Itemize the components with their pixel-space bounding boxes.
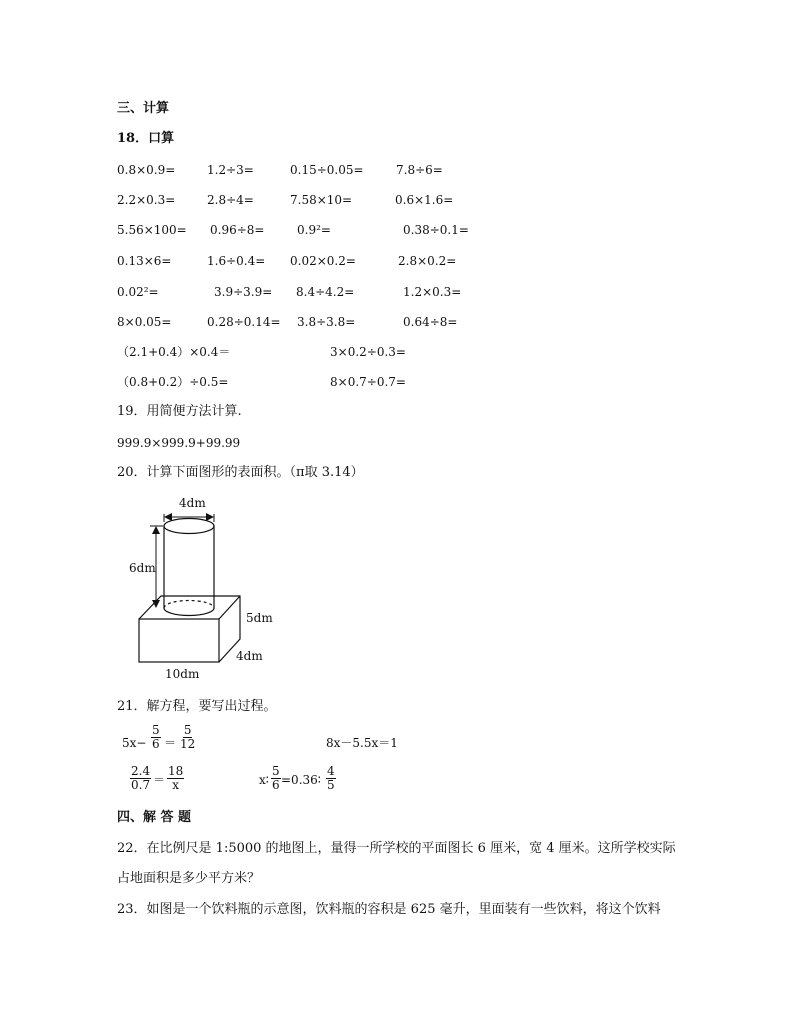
equation-1-equals: ＝ xyxy=(164,736,177,750)
mental-calc-item: （0.8+0.2）÷0.5= xyxy=(117,375,229,389)
equation-1-lead: 5x− xyxy=(122,736,147,750)
fraction-denominator: 6 xyxy=(272,778,280,792)
question-22-line-2: 占地面积是多少平方米？ xyxy=(117,871,261,886)
mental-calc-item: 8×0.05= xyxy=(117,315,172,329)
equation-1-fraction-b xyxy=(179,724,196,751)
fraction-denominator: 0.7 xyxy=(131,778,151,792)
section-title: 三、计算 xyxy=(117,101,170,116)
fraction-denominator: 12 xyxy=(180,737,196,751)
cuboid-shape xyxy=(139,596,240,662)
equation-4-fraction-b xyxy=(326,765,336,792)
equation-3-fraction-b xyxy=(167,765,184,792)
question-21-title: 21．解方程，要写出过程。 xyxy=(117,699,277,714)
question-19-title: 19．用简便方法计算. xyxy=(117,404,242,419)
question-19-expression: 999.9×999.9+99.99 xyxy=(117,436,241,450)
mental-calc-item: 3.8÷3.8= xyxy=(297,315,356,329)
mental-calc-item: 2.8×0.2= xyxy=(398,254,457,268)
mental-calc-item: 5.56×100= xyxy=(117,223,187,237)
mental-calc-item: 0.96÷8= xyxy=(210,223,265,237)
fraction-denominator: 6 xyxy=(152,737,160,751)
mental-calc-item: 8.4÷4.2= xyxy=(296,285,355,299)
mental-calc-item: 8×0.7÷0.7= xyxy=(330,375,406,389)
label-box-height: 5dm xyxy=(246,611,273,625)
mental-calc-item: 0.02²= xyxy=(117,285,159,299)
mental-calc-item: 7.8÷6= xyxy=(396,163,443,177)
mental-calc-item: 0.6×1.6= xyxy=(395,193,454,207)
mental-calc-item: 0.02×0.2= xyxy=(290,254,356,268)
question-18-title: 18．口算 xyxy=(117,131,175,146)
equation-4-lead: x∶ xyxy=(259,773,269,787)
fraction-denominator: x xyxy=(172,778,180,792)
mental-calc-item: 3×0.2÷0.3= xyxy=(330,345,406,359)
equation-3-equals: ＝ xyxy=(153,773,166,787)
label-box-length: 10dm xyxy=(165,667,200,681)
equation-2: 8x－5.5x＝1 xyxy=(326,736,398,750)
equation-3-fraction-a xyxy=(130,765,151,792)
question-22-line-1: 22．在比例尺是 1:5000 的地图上，量得一所学校的平面图长 6 厘米，宽 4 厘米。这所学校实际 xyxy=(117,841,676,856)
mental-calc-item: 0.15÷0.05= xyxy=(290,163,364,177)
equation-4-middle: =0.36∶ xyxy=(281,773,321,787)
mental-calc-item: 1.2÷3= xyxy=(207,163,254,177)
cylinder-shape xyxy=(164,519,214,616)
question-23-line-1: 23．如图是一个饮料瓶的示意图，饮料瓶的容积是 625 毫升，里面装有一些饮料，将这个饮料 xyxy=(117,902,661,917)
mental-calc-item: 1.6÷0.4= xyxy=(207,254,266,268)
label-box-depth: 4dm xyxy=(236,649,263,663)
mental-calc-item: 0.38÷0.1= xyxy=(403,223,469,237)
mental-calc-item: 0.8×0.9= xyxy=(117,163,176,177)
mental-calc-item: 0.28÷0.14= xyxy=(207,315,281,329)
fraction-numerator: 18 xyxy=(168,764,184,778)
section-title: 四、解 答 题 xyxy=(117,810,192,825)
mental-calc-item: 2.8÷4= xyxy=(207,193,254,207)
mental-calc-item: 0.64÷8= xyxy=(403,315,458,329)
question-20-title: 20．计算下面图形的表面积。（π取 3.14） xyxy=(117,465,364,480)
label-cyl-diameter: 4dm xyxy=(179,496,206,510)
fraction-numerator: 4 xyxy=(327,764,335,778)
equation-1-fraction-a xyxy=(151,724,161,751)
fraction-numerator: 2.4 xyxy=(131,764,151,778)
mental-calc-item: 0.9²= xyxy=(297,223,331,237)
mental-calc-item: 0.13×6= xyxy=(117,254,172,268)
mental-calc-item: 3.9÷3.9= xyxy=(214,285,273,299)
mental-calc-item: 7.58×10= xyxy=(290,193,353,207)
fraction-denominator: 5 xyxy=(327,778,335,792)
fraction-numerator: 5 xyxy=(183,723,192,737)
mental-calc-item: （2.1+0.4）×0.4＝ xyxy=(117,345,231,359)
mental-calc-item: 1.2×0.3= xyxy=(403,285,462,299)
fraction-numerator: 5 xyxy=(272,764,280,778)
mental-calc-item: 2.2×0.3= xyxy=(117,193,176,207)
equation-4-fraction-a xyxy=(271,765,281,792)
fraction-numerator: 5 xyxy=(152,723,160,737)
label-cyl-height: 6dm xyxy=(129,561,156,575)
